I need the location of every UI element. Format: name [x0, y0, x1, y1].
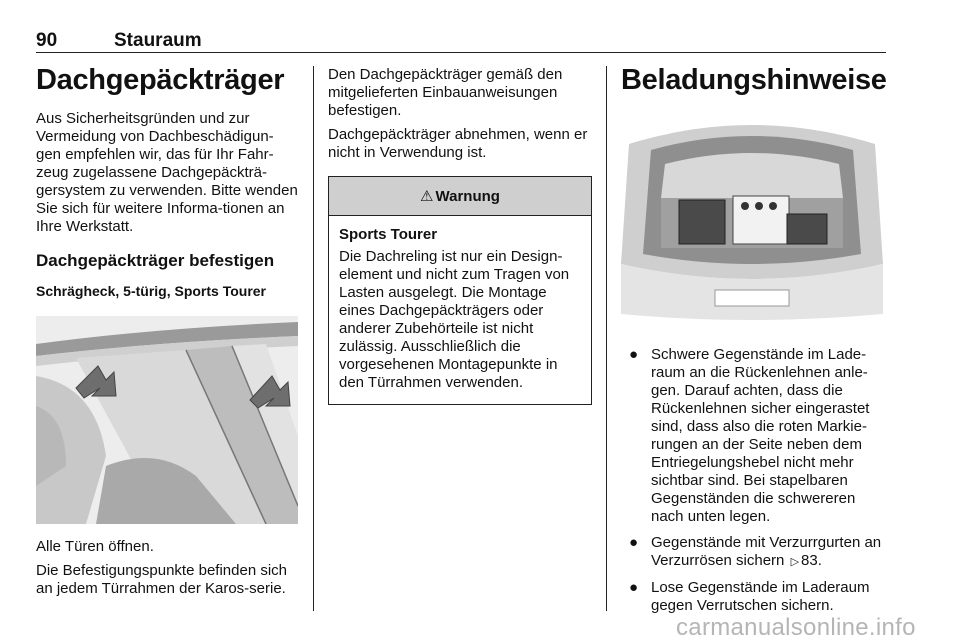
loading-hints-title: Beladungshinweise	[621, 64, 887, 96]
step-mount-points: Die Befestigungspunkte befinden sich an jedem Türrahmen der Karos-serie.	[36, 562, 288, 597]
loading-hints-list	[621, 346, 886, 615]
warning-box	[328, 176, 592, 405]
list-item	[621, 579, 886, 615]
step-open-doors: Alle Türen öffnen.	[36, 538, 154, 555]
mounting-subtitle: Dachgepäckträger befestigen	[36, 251, 275, 270]
list-item-text: Gegenstände mit Verzurrgurten an Verzurrösen sichern	[651, 534, 882, 569]
bullet: ●	[629, 534, 639, 551]
cargo-area-drawing	[621, 114, 883, 326]
warning-body	[329, 216, 591, 404]
list-item-text: Lose Gegenstände im Laderaum gegen Verrutschen sichern.	[651, 579, 870, 614]
door-frame-drawing	[36, 316, 298, 524]
page-number: 90	[36, 30, 58, 51]
section-title: Stauraum	[114, 30, 202, 51]
page-header	[36, 30, 886, 53]
bullet: ●	[629, 579, 639, 596]
column-loading-hints	[621, 62, 886, 623]
list-item-text: Schwere Gegenstände im Lade-raum an die Rückenlehnen anle-gen. Darauf achten, dass die Rückenlehnen sicher eingerastet sind, dass also die roten Markie-rungen an der Seite neben dem Entriegelungshebel nicht mehr sichtbar sind. Bei stapelbaren Gegenständen die schwereren nach unten legen.	[651, 346, 870, 525]
page-reference[interactable]: 83.	[801, 552, 822, 569]
cargo-area-illustration	[621, 114, 883, 326]
warning-text: Die Dachreling ist nur ein Design-element und nicht zum Tragen von Lasten ausgelegt. Die Montage eines Dachgepäckträgers oder anderer Zubehörteile ist nicht zulässig. Ausschließlich die vorgesehenen Montagepunkte in den Türrahmen verwenden.	[339, 248, 570, 391]
remove-instructions: Dachgepäckträger abnehmen, wenn er nicht in Verwendung ist.	[328, 126, 588, 161]
bullet: ●	[629, 346, 639, 363]
column-divider	[606, 66, 607, 611]
roof-rack-intro: Aus Sicherheitsgründen und zur Vermeidung von Dachbeschädigun-gen empfehlen wir, das für Ihr Fahr-zeug zugelassene Dachgepäckträ-gersystem zu verwenden. Bitte wenden Sie sich für weitere Informa-tionen an Ihre Werkstatt.	[36, 110, 298, 235]
page-reference-icon: ▷	[790, 556, 800, 568]
list-item	[621, 346, 886, 526]
warning-header	[329, 177, 591, 216]
roof-rack-title: Dachgepäckträger	[36, 64, 285, 96]
warning-subtitle: Sports Tourer	[339, 226, 438, 243]
list-item	[621, 534, 886, 571]
variant-label: Schrägheck, 5-türig, Sports Tourer	[36, 283, 267, 299]
column-roof-rack	[36, 62, 298, 598]
warning-icon: ⚠	[420, 188, 434, 205]
column-divider	[313, 66, 314, 611]
door-frame-illustration	[36, 316, 298, 524]
watermark: carmanualsonline.info	[676, 614, 916, 641]
warning-label: Warnung	[435, 187, 500, 205]
column-roof-rack-continued	[328, 62, 592, 405]
mount-instructions: Den Dachgepäckträger gemäß den mitgelieferten Einbauanweisungen befestigen.	[328, 66, 563, 119]
